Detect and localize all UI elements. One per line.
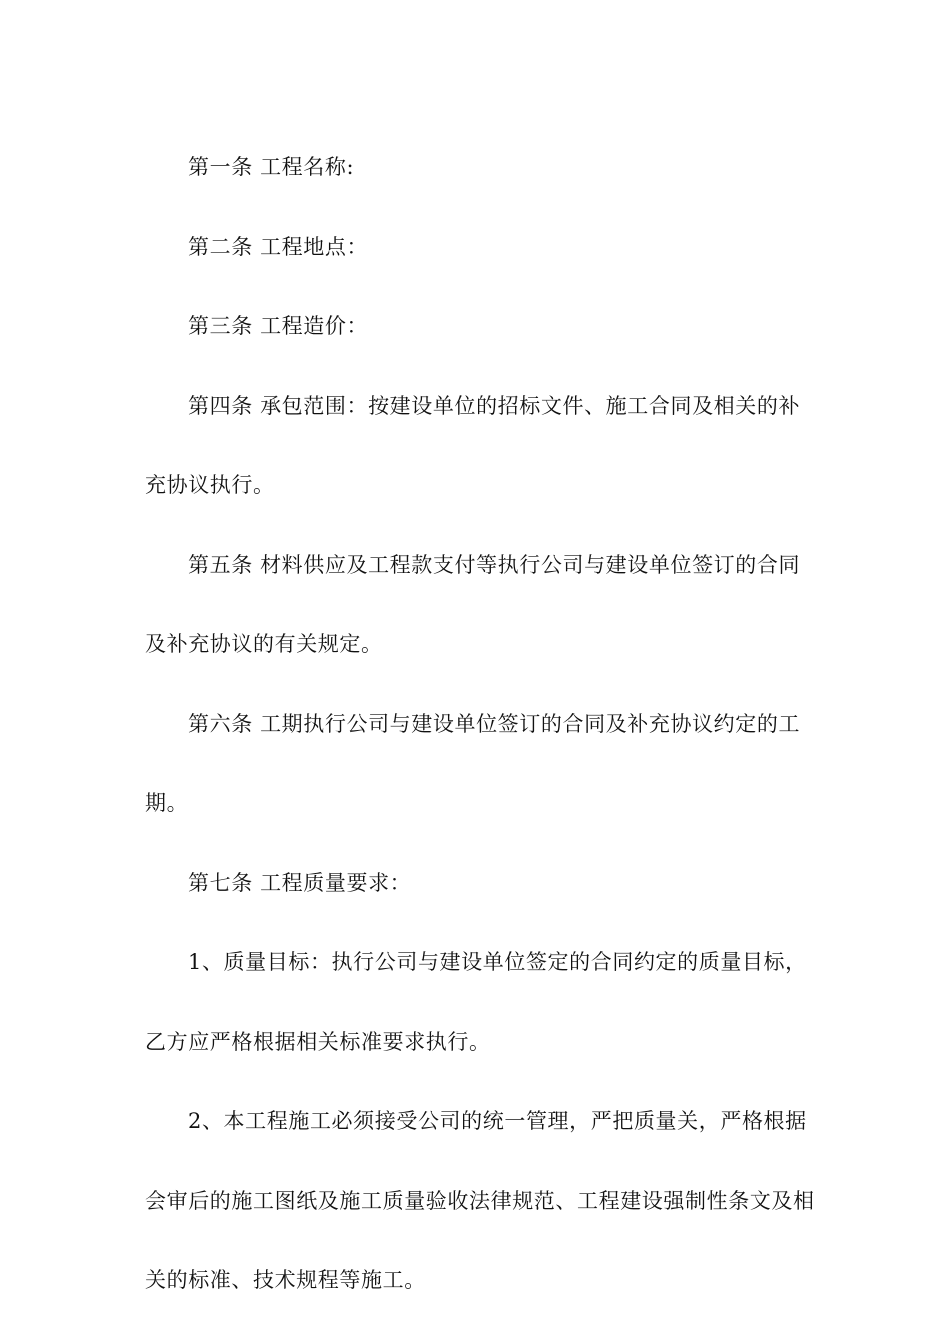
quality-item-1-target: 1、质量目标：执行公司与建设单位签定的合同约定的质量目标，乙方应严格根据相关标准要求执行。	[145, 950, 807, 1054]
clause-1-project-name: 第一条 工程名称:	[188, 155, 355, 179]
clause-2-project-location: 第二条 工程地点：	[188, 234, 369, 259]
clause-4-contract-scope: 第四条 承包范围：按建设单位的招标文件、施工合同及相关的补充协议执行。	[145, 393, 801, 497]
quality-item-2-management: 2、本工程施工必须接受公司的统一管理，严把质量关，严格根据会审后的施工图纸及施工质量验收法律规范、工程建设强制性条文及相关的标准、技术规程等施工。	[145, 1109, 815, 1292]
clause-7-quality-requirements: 第七条 工程质量要求：	[188, 870, 412, 895]
document-body	[145, 128, 815, 1321]
clause-6-construction-period: 第六条 工期执行公司与建设单位签订的合同及补充协议约定的工期。	[145, 711, 801, 815]
clause-5-material-supply-payment: 第五条 材料供应及工程款支付等执行公司与建设单位签订的合同及补充协议的有关规定。	[145, 552, 801, 656]
clause-3-project-cost: 第三条 工程造价：	[188, 314, 369, 338]
